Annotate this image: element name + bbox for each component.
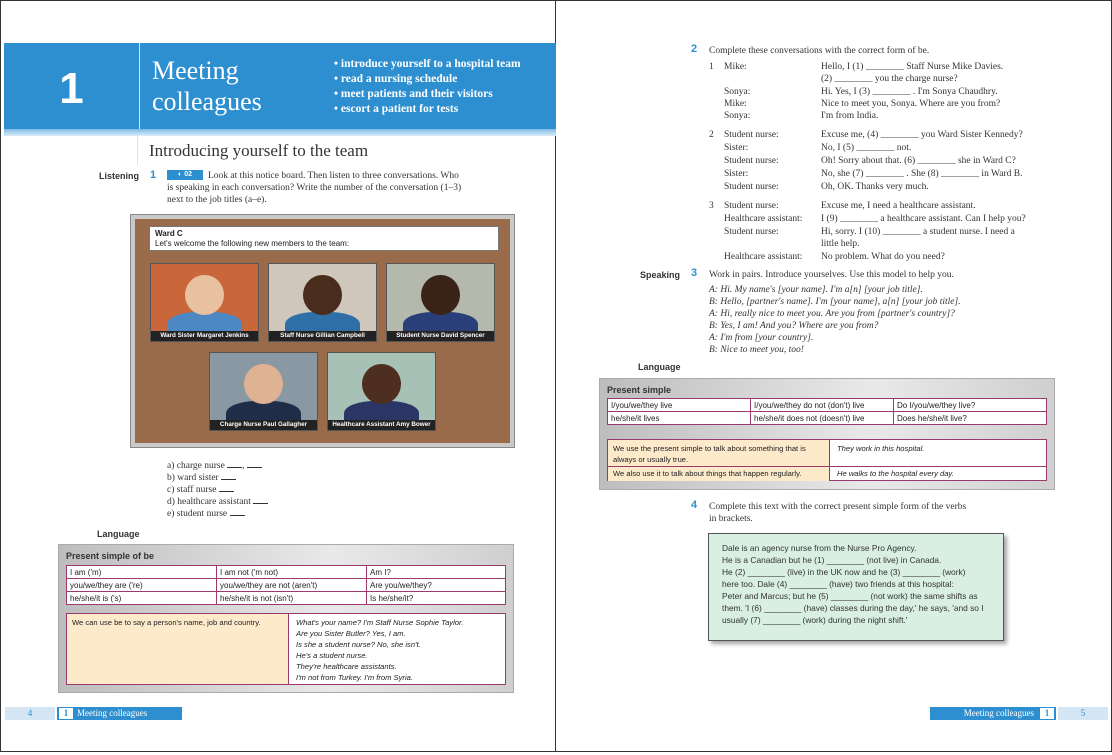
footer-unit: 1: [59, 708, 73, 719]
table-cell: I am not ('m not): [217, 566, 367, 579]
footer-bar: [57, 707, 182, 720]
line: I (9) ________ a healthcare assistant. Can I help you?: [821, 214, 1026, 224]
model-line: A: Hi. My name's [your name]. I'm a[n] [your job title].: [709, 285, 923, 295]
section-title: Introducing yourself to the team: [149, 141, 369, 160]
table-row: [67, 592, 506, 605]
job-title-list: [167, 460, 268, 520]
line: No problem. What do you need?: [821, 252, 945, 262]
notice-header: [149, 226, 499, 251]
be-usage-rule: We can use be to say a person's name, job and country.: [67, 614, 289, 684]
right-page: [556, 0, 1112, 752]
line: Excuse me, (4) ________ you Ward Sister Kennedy?: [821, 130, 1023, 140]
grammar-title: Present simple of be: [66, 551, 155, 561]
usage-example-1: They work in this hospital.: [837, 444, 925, 453]
exercise-4-number: 4: [691, 499, 698, 511]
line: I'm from India.: [821, 111, 879, 121]
line: Nice to meet you, Sonya. Where are you from?: [821, 99, 1001, 109]
table-row: [67, 566, 506, 579]
audio-track-badge[interactable]: [167, 170, 203, 180]
line: Hello, I (1) ________ Staff Nurse Mike Davies.: [821, 62, 1004, 72]
speaker: Healthcare assistant:: [724, 214, 803, 224]
notice-text: Let's welcome the following new members to the team:: [155, 239, 350, 248]
line: Oh, OK. Thanks very much.: [821, 182, 929, 192]
model-line: B: Yes, I am! And you? Where are you from?: [709, 321, 879, 331]
photo-student-nurse: [386, 263, 495, 342]
gap-fill-text: [722, 542, 984, 626]
footer-title: Meeting colleagues: [77, 708, 148, 718]
page-number: 5: [1058, 707, 1108, 720]
banner-strip: [4, 129, 556, 136]
model-line: A: Hi, really nice to meet you. Are you from [partner's country]?: [709, 309, 955, 319]
job-title-item: e) student nurse: [167, 508, 268, 520]
listening-label: Listening: [99, 171, 139, 181]
exercise-4-text: [709, 501, 966, 525]
speaker: Mike:: [724, 99, 747, 109]
speaker: Student nurse:: [724, 130, 779, 140]
speaker: Student nurse:: [724, 201, 779, 211]
table-cell: he/she/it is not (isn't): [217, 592, 367, 605]
exercise-4-text-1: Complete this text with the correct present simple form of the verbs: [709, 502, 967, 512]
gap-line: He is a Canadian but he (1) ________ (not live) in Canada.: [722, 555, 942, 565]
line: Oh! Sorry about that. (6) ________ she in Ward C?: [821, 156, 1016, 166]
speaking-model: [709, 284, 961, 356]
page-number: 4: [5, 707, 55, 720]
usage-rule-1: We use the present simple to talk about something that is always or usually true.: [608, 440, 830, 466]
audio-track-number: 02: [184, 171, 192, 178]
grammar-panel-present-simple: [599, 378, 1055, 490]
gap-line: Dale is an agency nurse from the Nurse Pro Agency.: [722, 543, 917, 553]
photo-caption: Charge Nurse Paul Gallagher: [210, 420, 317, 430]
unit-title: [152, 55, 322, 117]
photo-healthcare-assistant: [327, 352, 436, 431]
table-row: [67, 579, 506, 592]
conversation-1: [709, 61, 1069, 127]
speaker: Sister:: [724, 143, 749, 153]
usage-rule-2: We also use it to talk about things that happen regularly.: [608, 467, 830, 481]
table-cell: Are you/we/they?: [367, 579, 506, 592]
conversation-number: 3: [709, 201, 714, 211]
exercise-3-number: 3: [691, 267, 698, 279]
job-title-item: b) ward sister: [167, 472, 268, 484]
table-row: [608, 412, 1047, 425]
gap-line: them. 'I (6) ________ (have) classes during the day,' he says, 'and so I: [722, 603, 984, 613]
divider: [137, 135, 138, 165]
footer-title: Meeting colleagues: [963, 708, 1034, 718]
photo-ward-sister: [150, 263, 259, 342]
table-cell: he/she/it lives: [608, 412, 751, 425]
line: No, she (7) ________ . She (8) ________ in Ward B.: [821, 169, 1023, 179]
language-label: Language: [638, 362, 681, 372]
example-line: Are you Sister Butler? Yes, I am.: [296, 629, 406, 638]
language-label: Language: [97, 529, 140, 539]
photo-caption: Healthcare Assistant Amy Bower: [328, 420, 435, 430]
present-simple-usage-box: [607, 439, 1047, 481]
photo-charge-nurse: [209, 352, 318, 431]
example-line: I'm not from Turkey. I'm from Syria.: [296, 673, 413, 682]
objective-item: • escort a patient for tests: [334, 102, 521, 117]
table-cell: I am ('m): [67, 566, 217, 579]
exercise-1-text-1: Look at this notice board. Then listen to three conversations. Who: [208, 171, 459, 181]
line: Hi. Yes, I (3) ________ . I'm Sonya Chaudhry.: [821, 87, 998, 97]
speaker: Sister:: [724, 169, 749, 179]
exercise-1-text-2: is speaking in each conversation? Write the number of the conversation (1–3): [167, 183, 462, 193]
exercise-4-text-2: in brackets.: [709, 514, 753, 524]
grammar-table-present-simple: [607, 398, 1047, 425]
photo-caption: Ward Sister Margaret Jenkins: [151, 331, 258, 341]
speaker: Student nurse:: [724, 227, 779, 237]
objective-item: • meet patients and their visitors: [334, 87, 521, 102]
example-line: Is she a student nurse? No, she isn't.: [296, 640, 421, 649]
gap-line: here too. Dale (4) ________ (have) two friends at this hospital:: [722, 579, 954, 589]
conversation-number: 1: [709, 62, 714, 72]
footer-unit: 1: [1040, 708, 1054, 719]
table-cell: Is he/she/it?: [367, 592, 506, 605]
photo-caption: Staff Nurse Gillian Campbell: [269, 331, 376, 341]
line: No, I (5) ________ not.: [821, 143, 912, 153]
conversation-number: 2: [709, 130, 714, 140]
exercise-1-text-3: next to the job titles (a–e).: [167, 195, 267, 205]
footer-bar: [930, 707, 1056, 720]
model-line: A: I'm from [your country].: [709, 333, 814, 343]
unit-objectives: [334, 57, 521, 117]
exercise-3-text: Work in pairs. Introduce yourselves. Use this model to help you.: [709, 270, 954, 280]
be-usage-examples: [291, 614, 505, 686]
speaker: Student nurse:: [724, 182, 779, 192]
example-line: What's your name? I'm Staff Nurse Sophie Taylor.: [296, 618, 464, 627]
table-cell: I/you/we/they live: [608, 399, 751, 412]
usage-example-2: He walks to the hospital every day.: [837, 469, 954, 478]
table-row: [608, 399, 1047, 412]
table-cell: Do I/you/we/they live?: [894, 399, 1047, 412]
gap-fill-note: [708, 533, 1004, 641]
grammar-title: Present simple: [607, 385, 672, 395]
notice-title: Ward C: [155, 229, 183, 238]
line: Hi, sorry. I (10) ________ a student nurse. I need a: [821, 227, 1015, 237]
exercise-1-number: 1: [150, 169, 157, 181]
table-cell: he/she/it does not (doesn't) live: [751, 412, 894, 425]
objective-item: • introduce yourself to a hospital team: [334, 57, 521, 72]
grammar-table-be: [66, 565, 506, 605]
table-cell: Am I?: [367, 566, 506, 579]
speaker: Mike:: [724, 62, 747, 72]
table-cell: Does he/she/it live?: [894, 412, 1047, 425]
table-cell: he/she/it is ('s): [67, 592, 217, 605]
left-page: [0, 0, 556, 752]
grammar-panel-be: [58, 544, 514, 693]
be-usage-box: [66, 613, 506, 685]
speaker: Sonya:: [724, 111, 751, 121]
conversation-3: [709, 200, 1069, 266]
model-line: B: Nice to meet you, too!: [709, 345, 804, 355]
speaking-label: Speaking: [640, 270, 681, 280]
notice-board: [131, 215, 514, 447]
line: Excuse me, I need a healthcare assistant.: [821, 201, 976, 211]
audio-icon: ◐: [178, 171, 185, 178]
gap-line: Peter and Marcus; but he (5) ________ (not work) the same shifts as: [722, 591, 978, 601]
unit-title-line-1: Meeting: [152, 56, 239, 85]
example-line: He's a student nurse.: [296, 651, 368, 660]
exercise-2-number: 2: [691, 43, 698, 55]
job-title-item: c) staff nurse: [167, 484, 268, 496]
job-title-item: d) healthcare assistant: [167, 496, 268, 508]
speaker: Healthcare assistant:: [724, 252, 803, 262]
speaker: Sonya:: [724, 87, 751, 97]
table-cell: you/we/they are not (aren't): [217, 579, 367, 592]
unit-number: 1: [4, 43, 140, 135]
exercise-2-text: Complete these conversations with the correct form of be.: [709, 46, 930, 56]
gap-line: He (2) ________ (live) in the UK now and he (3) ________ (work): [722, 567, 966, 577]
objective-item: • read a nursing schedule: [334, 72, 521, 87]
unit-title-line-2: colleagues: [152, 87, 262, 116]
line: little help.: [821, 239, 860, 249]
gap-line: usually (7) ________ (work) during the night shift.': [722, 615, 908, 625]
conversation-2: [709, 129, 1069, 195]
photo-caption: Student Nurse David Spencer: [387, 331, 494, 341]
speaker: Student nurse:: [724, 156, 779, 166]
table-cell: I/you/we/they do not (don't) live: [751, 399, 894, 412]
table-cell: you/we/they are ('re): [67, 579, 217, 592]
line: (2) ________ you the charge nurse?: [821, 74, 958, 84]
model-line: B: Hello, [partner's name]. I'm [your name], a[n] [your job title].: [709, 297, 961, 307]
unit-banner: [4, 43, 556, 135]
job-title-item: a) charge nurse ,: [167, 460, 268, 472]
example-line: They're healthcare assistants.: [296, 662, 397, 671]
photo-staff-nurse: [268, 263, 377, 342]
